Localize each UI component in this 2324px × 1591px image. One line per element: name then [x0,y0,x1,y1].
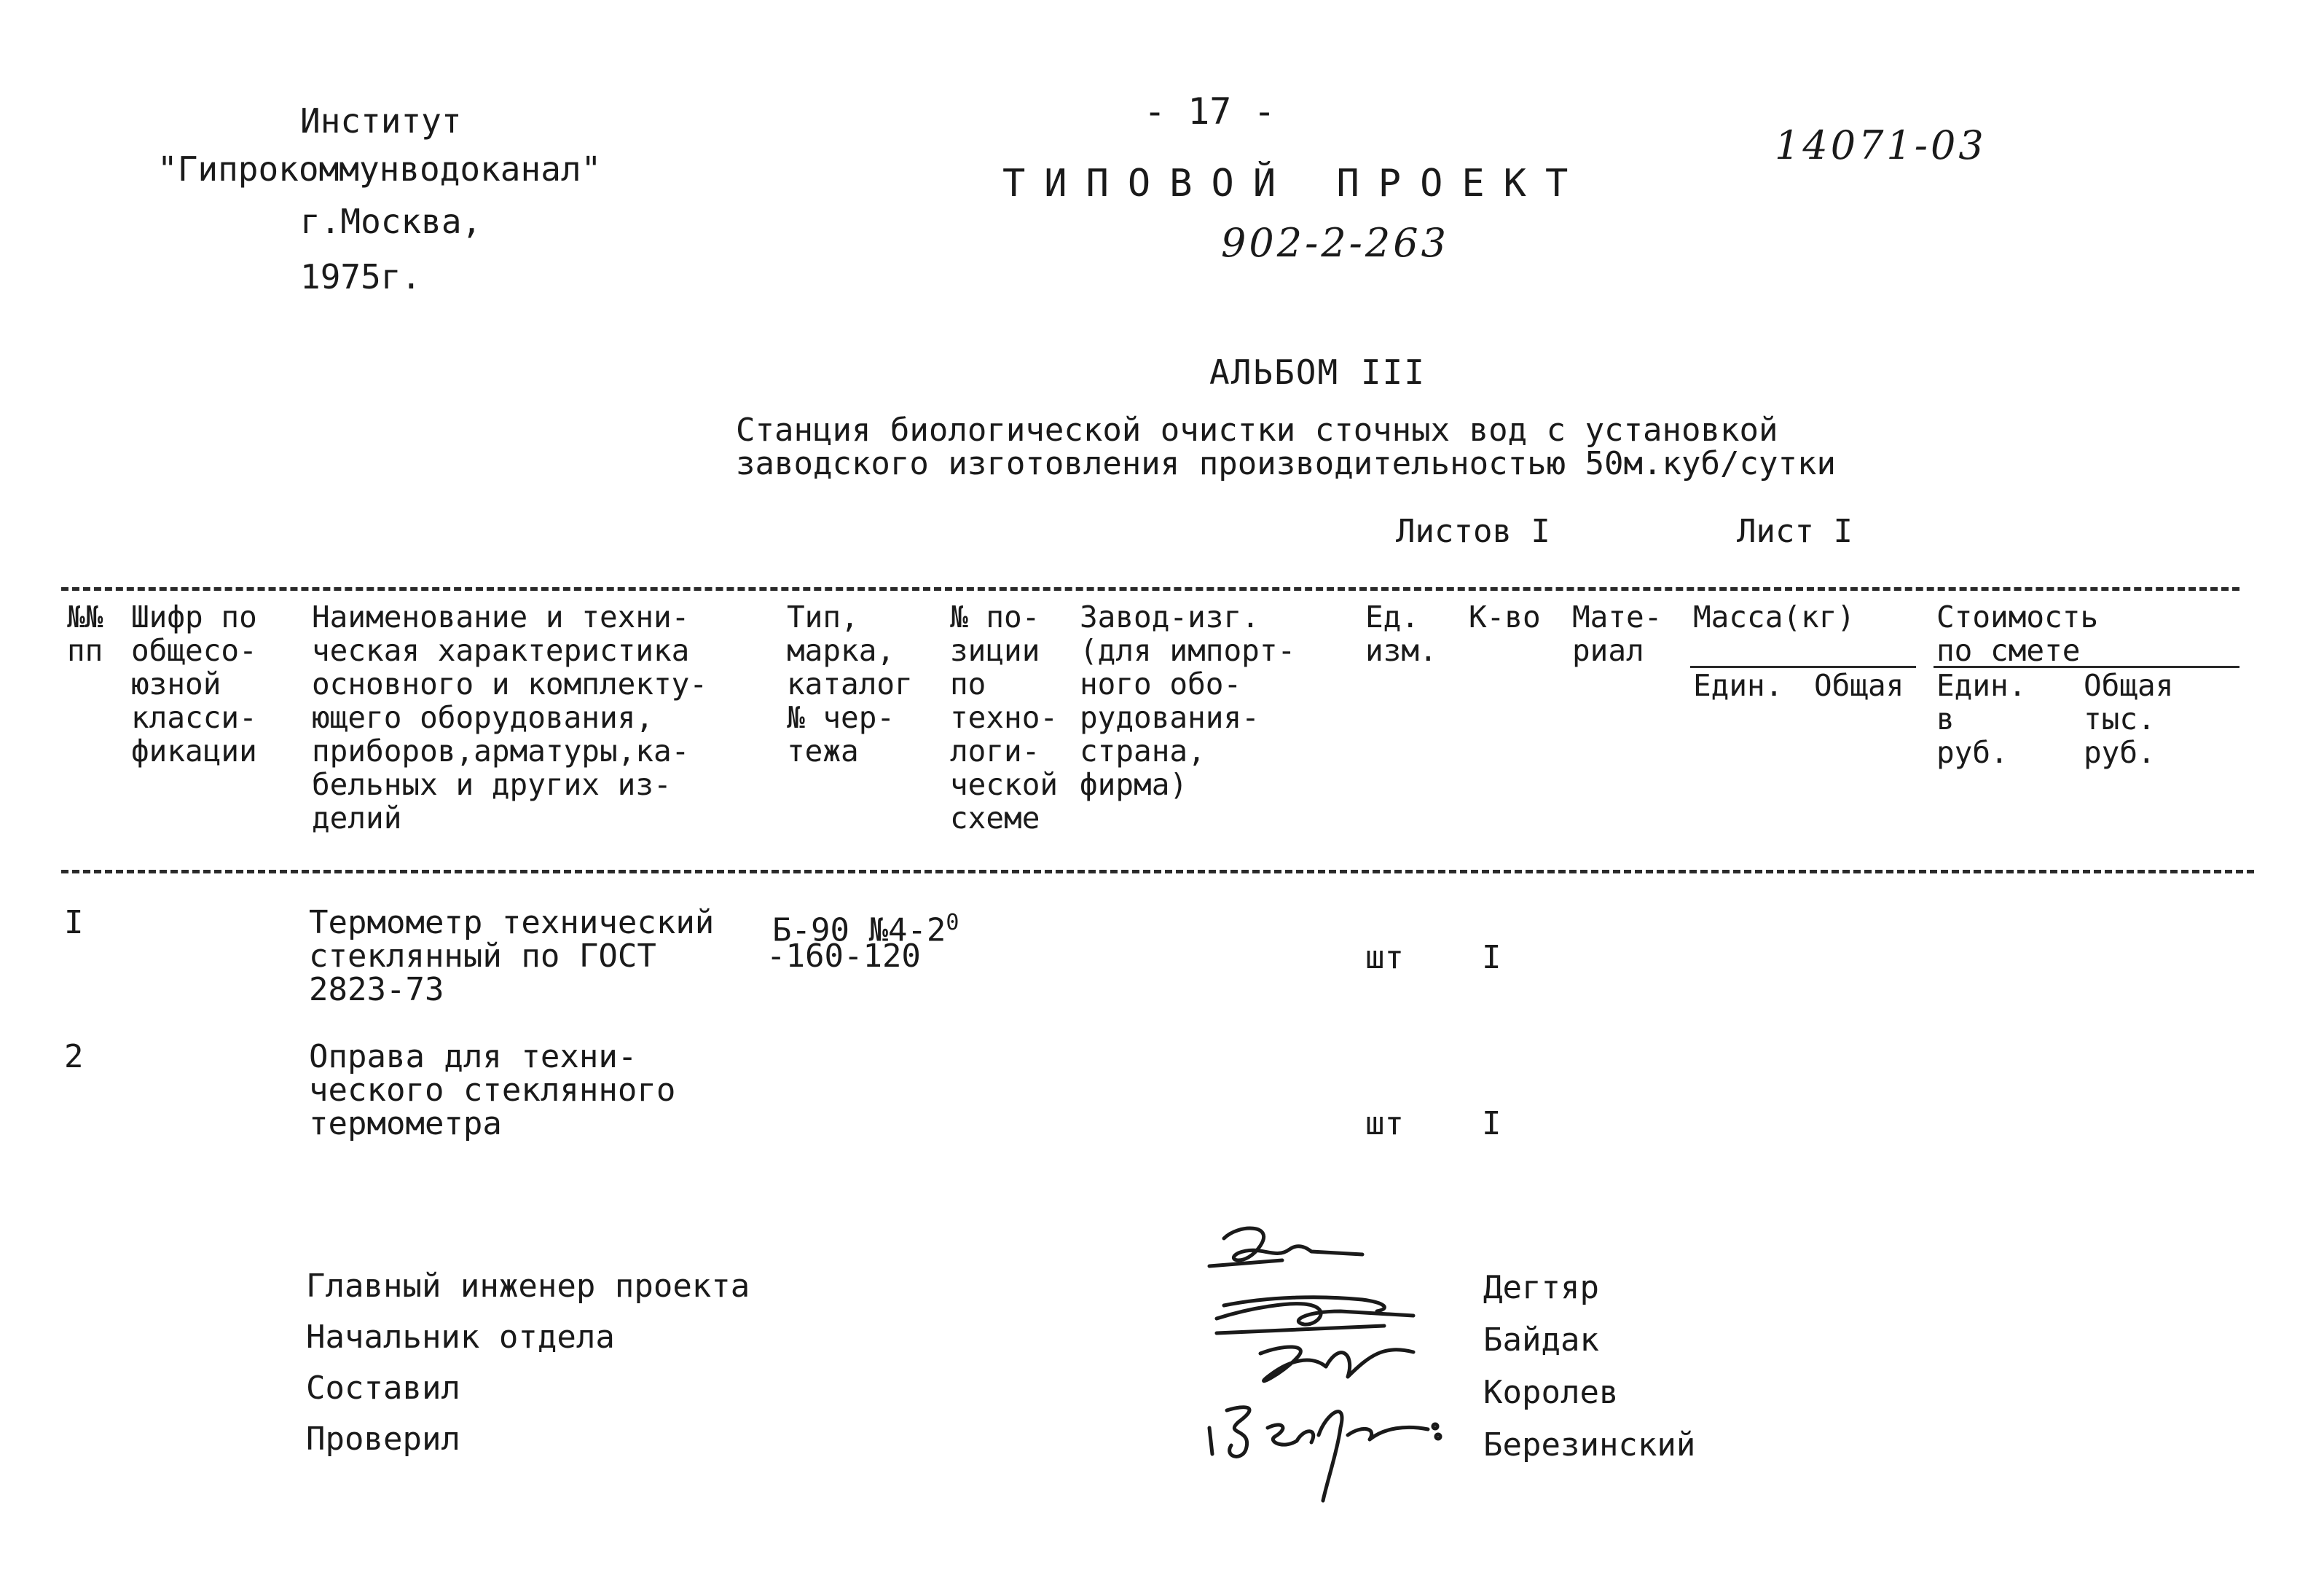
row-1-type-main: Б-90 №4-2 [772,911,946,949]
header-qty: К-во [1469,600,1541,635]
header-material: Мате- риал [1572,600,1662,668]
signature-role-compiled-by: Составил [306,1370,460,1407]
header-code: Шифр по общесо- юзной класси- фикации [131,600,257,769]
row-2-name: Оправа для техни- ческого стеклянного термометра [309,1038,676,1142]
institute-city: г.Москва, [300,202,482,241]
page-number: - 17 - [1144,90,1276,133]
header-cost-unit: Един. в руб. [1936,668,2027,770]
header-cost: Стоимость по смете [1936,600,2099,668]
station-title-line-2: заводского изготовления производительностью 50м.куб/сутки [736,445,1836,482]
row-1-name: Термометр технический стеклянный по ГОСТ 2823-73 [309,904,715,1008]
row-2-num: 2 [64,1038,84,1075]
signatures-drawing [1195,1209,1472,1515]
signature-name-korolev: Королев [1483,1374,1619,1411]
table-top-rule [61,587,2239,591]
row-1-type-sup: 0 [946,910,959,935]
station-title-line-1: Станция биологической очистки сточных вод с установкой [736,412,1778,449]
institute-year: 1975г. [300,257,422,296]
table-header-rule [61,870,2254,873]
header-num: №№ пп [67,600,103,668]
row-1-num: I [64,904,84,941]
header-type: Тип, марка, каталог № чер- тежа [787,600,913,769]
row-2-unit: шт [1365,1105,1404,1142]
header-cost-total: Общая тыс. руб. [2084,668,2174,770]
handwritten-signatures [1195,1209,1472,1515]
project-type-title: ТИПОВОЙ ПРОЕКТ [1002,162,1587,205]
institute-line-1: Институт [300,101,462,141]
header-mass-unit: Един. [1693,668,1783,703]
signature-role-checked-by: Проверил [306,1421,460,1458]
catalog-code: 14071-03 [1775,122,1987,168]
header-unit: Ед. изм. [1365,600,1437,668]
signature-name-baidak: Байдак [1483,1321,1599,1359]
row-1-qty: I [1482,939,1501,976]
signature-role-department-head: Начальник отдела [306,1319,615,1356]
header-mass: Масса(кг) [1693,600,1856,635]
row-1-type-line-2: -160-120 [766,938,921,975]
project-number: 902-2-263 [1221,220,1449,266]
sheet-number: Лист I [1737,513,1853,550]
signature-role-chief-engineer: Главный инженер проекта [306,1268,750,1305]
row-2-qty: I [1482,1105,1501,1142]
header-maker: Завод-изг. (для импорт- ного обо- рудования- страна, фирма) [1080,600,1296,802]
total-sheets: Листов I [1396,513,1550,550]
header-mass-total: Общая [1814,668,1904,703]
signature-name-berezinsky: Березинский [1483,1426,1696,1464]
header-name: Наименование и техни- ческая характеристика основного и комплекту- ющего оборудования, приборов,арматуры,ка- бельных и других из- делий [312,600,708,836]
signature-name-degtyar: Дегтяр [1483,1269,1599,1306]
institute-line-2: "Гипрокоммунводоканал" [157,149,602,189]
row-1-unit: шт [1365,939,1404,976]
album-title: АЛЬБОМ III [1209,353,1426,392]
header-position: № по- зиции по техно- логи- ческой схеме [950,600,1059,836]
